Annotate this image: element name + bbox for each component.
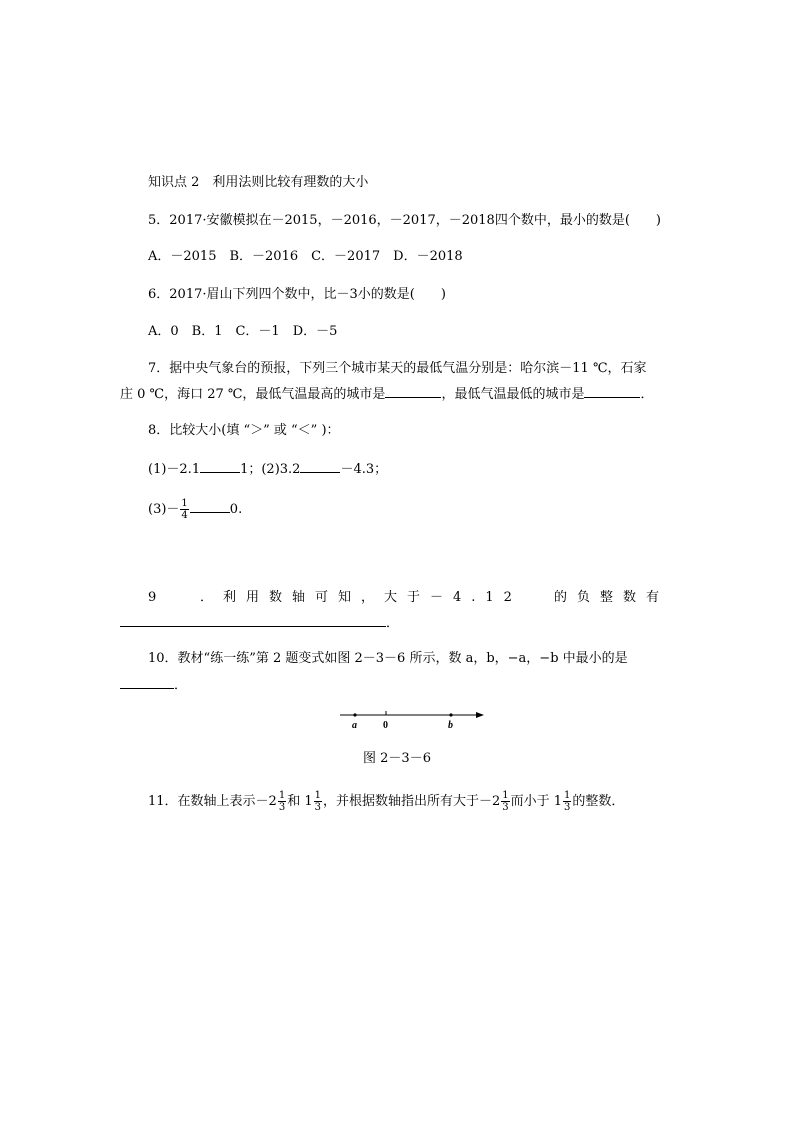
section-title: 知识点 2 利用法则比较有理数的大小	[148, 175, 369, 190]
question-7-line1: 7．据中央气象台的预报，下列三个城市某天的最低气温分别是：哈尔滨－11 ℃，石家	[148, 361, 647, 376]
fraction-numerator: 1	[181, 498, 188, 509]
question-6-stem: 6．2017·眉山下列四个数中，比－3小的数是( )	[148, 287, 446, 302]
fraction-numerator: 1	[564, 790, 571, 801]
question-6-options: A．0 B．1 C．－1 D．－5	[148, 324, 338, 339]
question-8-text-a: (1)－2.1	[148, 462, 201, 477]
question-7-text-b: ，最低气温最低的城市是	[441, 387, 585, 402]
answer-blank[interactable]	[300, 460, 340, 473]
question-9-tail: 的负整数有	[554, 590, 670, 605]
question-9-line2	[120, 614, 399, 633]
answer-blank[interactable]	[120, 614, 386, 627]
question-11-text-a: 11．在数轴上表示－2	[148, 794, 277, 809]
fraction-denominator: 4	[181, 510, 188, 521]
question-8-text-p3a: (3)－	[148, 502, 180, 517]
label-a: a	[352, 720, 357, 731]
question-11	[148, 790, 624, 814]
question-8-stem: 8．比较大小(填 “＞” 或 “＜” )：	[148, 423, 340, 438]
question-10-end: ．	[174, 678, 188, 693]
question-8-text-b: 1；(2)3.2	[240, 462, 301, 477]
label-b: b	[448, 720, 453, 731]
question-9-end: ．	[386, 616, 400, 631]
number-line-arrow	[476, 712, 484, 718]
fraction-numerator: 1	[278, 790, 286, 801]
fraction-numerator: 1	[502, 790, 509, 801]
fraction	[563, 790, 571, 813]
question-5-options: A．－2015 B．－2016 C．－2017 D．－2018	[148, 249, 463, 264]
question-5-stem: 5．2017·安徽模拟在－2015，－2016，－2017，－2018四个数中，最小的数是( )	[148, 213, 661, 228]
fraction-denominator: 3	[564, 802, 571, 813]
point-a-marker	[353, 713, 356, 716]
label-zero: 0	[383, 720, 388, 731]
question-10-line2	[120, 676, 187, 695]
question-8-text-c: －4.3；	[340, 462, 388, 477]
fraction	[278, 790, 286, 813]
fraction	[180, 498, 188, 521]
question-8-part1	[148, 460, 387, 479]
number-line-figure	[0, 702, 794, 742]
fraction	[314, 790, 322, 813]
figure-caption: 图 2－3－6	[363, 751, 431, 766]
fraction-denominator: 3	[314, 802, 321, 813]
fraction-denominator: 3	[502, 802, 509, 813]
answer-blank[interactable]	[584, 385, 640, 398]
question-8-part3	[148, 498, 242, 522]
point-b-marker	[449, 713, 452, 716]
question-7-line2	[120, 385, 653, 404]
question-9-text: ．利用数轴可知，大于－4.12	[200, 590, 522, 605]
answer-blank[interactable]	[385, 385, 441, 398]
question-8-text-p3b: 0.	[229, 502, 243, 517]
fraction-denominator: 3	[278, 802, 286, 813]
question-11-text-c: ，并根据数轴指出所有大于－2	[322, 794, 501, 809]
question-10-stem: 10．教材“练一练”第 2 题变式如图 2－3－6 所示，数 a，b，−a，−b 中最小的是	[148, 651, 628, 666]
question-11-text-d: 而小于 1	[510, 794, 563, 809]
question-11-text-b: 和 1	[287, 794, 313, 809]
question-9-number: 9	[148, 590, 157, 605]
answer-blank[interactable]	[200, 460, 240, 473]
question-7-text-c: ．	[640, 387, 654, 402]
answer-blank[interactable]	[190, 500, 230, 513]
fraction	[501, 790, 509, 813]
answer-blank[interactable]	[120, 676, 174, 689]
question-11-text-e: 的整数．	[572, 794, 625, 809]
question-7-text-a: 庄 0 ℃，海口 27 ℃，最低气温最高的城市是	[120, 387, 386, 402]
fraction-numerator: 1	[314, 790, 321, 801]
